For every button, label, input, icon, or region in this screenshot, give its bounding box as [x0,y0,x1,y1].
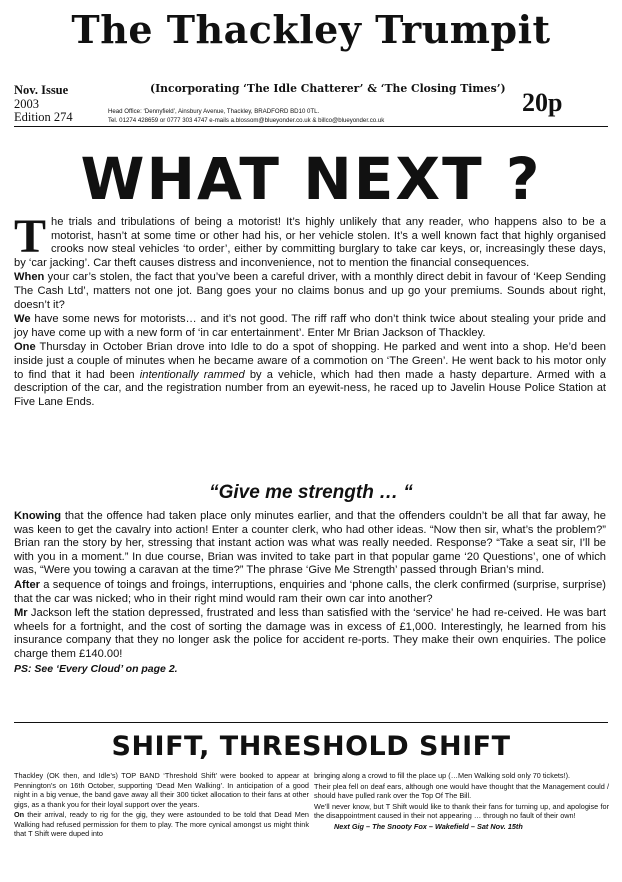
paragraph-6: After a sequence of toings and froings, interruptions, enquiries and ‘phone calls, the clerk confirmed (surprise, surprise) that the car was nicked; who in their right mind would ram their own car into another? [14,578,606,605]
drop-cap: T [14,210,47,263]
issue-info [14,84,73,125]
paragraph-5: Knowing that the offence had taken place only minutes earlier, and that the offenders couldn’t be all that far away, he was keen to get the cavalry into action! Enter a counter clerk, who had other ideas. “Now then sir, what’s the problem?” Brian ran the story by her, stressing that instant action was what was really needed. Response? “Take a seat sir, I’ll be with you in a moment.” In due course, Brian was invited to take part in that popular game ‘20 Questions’, one of which was, “Were you towing a caravan at the time?” The phrase ‘Give Me Strength’ passed through Brian’s mind. [14,510,606,577]
pull-quote: “Give me strength … “ [209,482,413,503]
main-article-part-2 [14,510,606,677]
postscript: PS: See ‘Every Cloud’ on page 2. [14,662,178,675]
issue-year: 2003 [14,96,39,111]
head-office: Head Office: ‘Dennyfield’, Ainsbury Avenue, Thackley, BRADFORD BD10 0TL. [108,108,320,115]
column-right-paragraph-3: We’ll never know, but T Shift would like to thank their fans for turning up, and apologise for the disappointment caused in their not appearing … through no fault of their own! [314,801,609,820]
next-gig-notice: Next Gig – The Snooty Fox – Wakefield – Sat Nov. 15th [334,821,523,831]
paragraph-7: Mr Jackson left the station depressed, frustrated and less than satisfied with the ‘service’ he had re-ceived. He was bart wheels for a fortnight, and the cost of sorting the damage was in excess of £1,000. Interestingly, he learned from his insurance company that they no longer ask the police for accident re-ports. They make their own enquiries. The police charge them £140.00! [14,607,606,660]
column-right [314,771,609,832]
column-right-paragraph-2: Their plea fell on deaf ears, although one would have thought that the Management could / should have pulled rank over the Top Of The Bill. [314,781,609,800]
main-headline: WHAT NEXT ? [80,145,542,213]
masthead-subtitle: (Incorporating ‘The Idle Chatterer’ & ‘The Closing Times’) [150,82,506,95]
masthead-title: The Thackley Trumpit [71,7,551,52]
column-left-paragraph-1: Thackley (OK then, and Idle’s) TOP BAND ‘Threshold Shift’ were booked to appear at Pennington’s on 16th October, supporting ‘Dead Men Walking’. In anticipation of a good night in a big venue, the band gave away all their 300 ticket allocation to their fans at other gigs, as a thank you for their loyal support over the years. [14,771,309,809]
paragraph-3: We have some news for motorists… and it’s not good. The riff raff who don’t think twice about stealing your pride and joy have come up with a new form of ‘in car entertainment’. Enter Mr Brian Jackson of Thackley. [14,313,606,339]
second-headline: SHIFT, THRESHOLD SHIFT [111,731,511,762]
price-label: 20p [522,88,563,117]
paragraph-2: When your car’s stolen, the fact that you’ve been a careful driver, with a monthly direct debit in favour of ‘Keep Sending The Cash Ltd’, matters not one jot. Bang goes your no claims bonus and up go your premiums. Sounds about right, doesn’t it? [14,271,606,311]
address-block [108,107,384,125]
paragraph-4: One Thursday in October Brian drove into Idle to do a spot of shopping. He parked and went into a shop. He’d been inside just a couple of minutes when he became aware of a commotion on ‘The Green’. He went back to his motor only to find that it had been intentionally rammed by a vehicle, which had then made a hasty departure. Armed with a description of the car, and the registration number from an eyewit-ness, he raced up to Javelin House Police Station at Five Lane Ends. [14,341,606,408]
section-divider [14,722,608,723]
main-article-part-1 [14,210,606,410]
issue-month: Nov. Issue [14,83,69,97]
issue-edition: Edition 274 [14,110,73,124]
paragraph-1: The trials and tribulations of being a motorist! It’s highly unlikely that any reader, who happens also to be a motorist, hasn’t at some time or other had his, or her vehicle stolen. It’s a well known fact that highly organised crooks now steal vehicles ‘to order’, either by committing burglary to take car keys, or, increasingly these days, by ‘car jacking’. Car theft causes distress and inconvenience, not to mention the financial consequences. [14,210,606,269]
column-right-paragraph-1: bringing along a crowd to fill the place up (…Men Walking sold only 70 tickets!). [314,771,571,780]
column-left-paragraph-2: On their arrival, ready to rig for the gig, they were astounded to be told that Dead Men Walking had refused permission for them to play. The more cynical amongst us might think that T Shift were duped into [14,810,309,838]
column-left [14,771,309,840]
contact-details: Tel. 01274 428659 or 0777 303 4747 e-mails a.blossom@blueyonder.co.uk & billco@blueyonder.co.uk [108,117,385,124]
header-divider [14,126,608,127]
